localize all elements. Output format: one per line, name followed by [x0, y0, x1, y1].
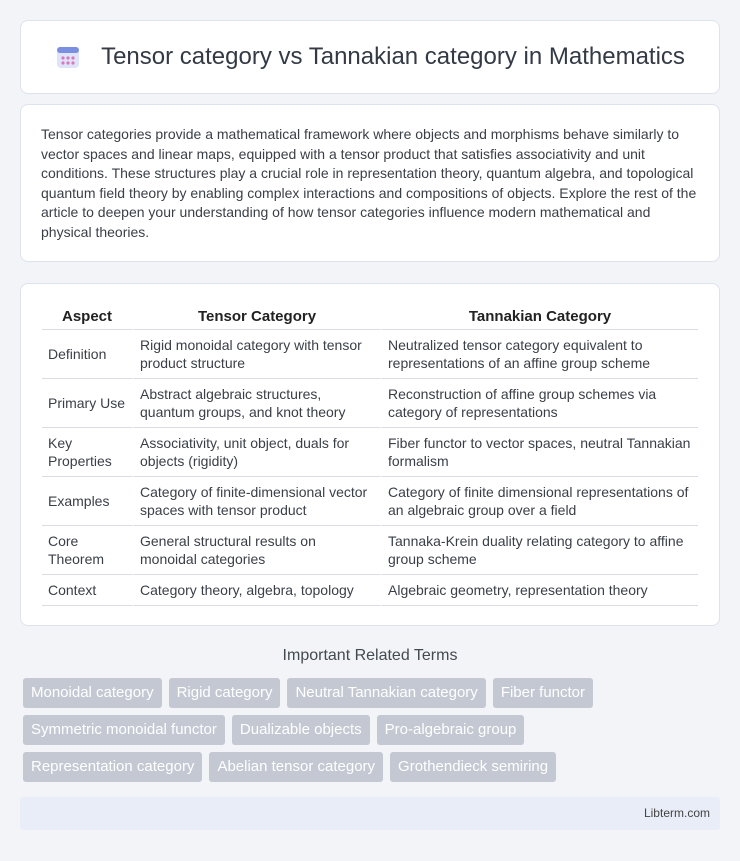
tensor-cell: Category theory, algebra, topology [132, 575, 380, 606]
row-aspect: Core Theorem [42, 526, 132, 575]
row-aspect: Context [42, 575, 132, 606]
row-aspect: Examples [42, 477, 132, 526]
tannakian-cell: Tannaka-Krein duality relating category to affine group scheme [380, 526, 698, 575]
column-header-tannakian: Tannakian Category [380, 304, 698, 330]
tag-dualizable-objects[interactable]: Dualizable objects [232, 715, 370, 745]
tag-monoidal-category[interactable]: Monoidal category [23, 678, 162, 708]
footer-site-link[interactable]: Libterm.com [643, 806, 710, 820]
tag-symmetric-monoidal-functor[interactable]: Symmetric monoidal functor [23, 715, 225, 745]
comparison-card [20, 283, 720, 626]
tannakian-cell: Neutralized tensor category equivalent to representations of an affine group scheme [380, 330, 698, 379]
table-row [42, 477, 698, 526]
tag-fiber-functor[interactable]: Fiber functor [493, 678, 593, 708]
tensor-cell: General structural results on monoidal categories [132, 526, 380, 575]
intro-card [20, 104, 720, 262]
table-row [42, 428, 698, 477]
table-row [42, 330, 698, 379]
column-header-tensor: Tensor Category [132, 304, 380, 330]
column-header-aspect: Aspect [42, 304, 132, 330]
table-header-row [42, 304, 698, 330]
tag-rigid-category[interactable]: Rigid category [169, 678, 281, 708]
tensor-cell: Category of finite-dimensional vector spaces with tensor product [132, 477, 380, 526]
page-title: Tensor category vs Tannakian category in Mathematics [101, 43, 685, 70]
table-row [42, 526, 698, 575]
comparison-table [42, 304, 698, 606]
tag-representation-category[interactable]: Representation category [23, 752, 202, 782]
tag-abelian-tensor-category[interactable]: Abelian tensor category [209, 752, 383, 782]
calendar-grid-icon [55, 44, 81, 70]
tensor-cell: Rigid monoidal category with tensor product structure [132, 330, 380, 379]
row-aspect: Primary Use [42, 379, 132, 428]
tensor-cell: Associativity, unit object, duals for objects (rigidity) [132, 428, 380, 477]
tannakian-cell: Reconstruction of affine group schemes via category of representations [380, 379, 698, 428]
tag-row [23, 715, 723, 745]
tag-pro-algebraic-group[interactable]: Pro-algebraic group [377, 715, 525, 745]
tannakian-cell: Fiber functor to vector spaces, neutral Tannakian formalism [380, 428, 698, 477]
table-row [42, 575, 698, 606]
tensor-cell: Abstract algebraic structures, quantum groups, and knot theory [132, 379, 380, 428]
footer [20, 797, 720, 830]
row-aspect: Key Properties [42, 428, 132, 477]
row-aspect: Definition [42, 330, 132, 379]
related-terms-heading: Important Related Terms [282, 647, 458, 664]
tannakian-cell: Category of finite dimensional representations of an algebraic group over a field [380, 477, 698, 526]
tag-neutral-tannakian-category[interactable]: Neutral Tannakian category [287, 678, 485, 708]
title-card [20, 20, 720, 94]
intro-paragraph: Tensor categories provide a mathematical framework where objects and morphisms behave similarly to vector spaces and linear maps, equipped with a tensor product that satisfies associativity and unit conditions. These structures play a crucial role in representation theory, quantum algebra, and topological quantum field theory by enabling complex interactions and compositions of objects. Explore the rest of the article to deepen your understanding of how tensor categories influence modern mathematical and physical theories. [41, 126, 697, 240]
related-terms-list [23, 678, 723, 789]
tannakian-cell: Algebraic geometry, representation theory [380, 575, 698, 606]
tag-grothendieck-semiring[interactable]: Grothendieck semiring [390, 752, 556, 782]
table-row [42, 379, 698, 428]
tag-row [23, 678, 723, 708]
tag-row [23, 752, 723, 782]
